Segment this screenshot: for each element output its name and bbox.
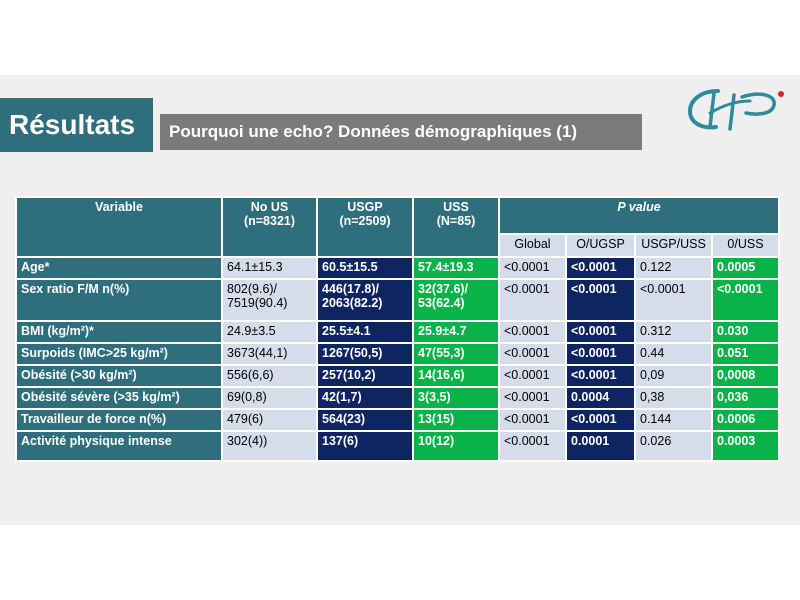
row-variable: Sex ratio F/M n(%) [16,279,222,321]
cell-o-uss: 0.0006 [712,409,779,431]
subheader-usgp-uss: USGP/USS [635,234,712,257]
header-variable: Variable [16,197,222,257]
table-row [16,343,779,365]
chp-logo-icon [680,85,790,135]
demographics-table [15,196,780,462]
row-variable: Surpoids (IMC>25 kg/m²) [16,343,222,365]
cell-usgp: 1267(50,5) [317,343,413,365]
row-variable: Obésité (>30 kg/m²) [16,365,222,387]
table-row [16,409,779,431]
cell-o-ugsp: <0.0001 [566,343,635,365]
slide-title: Résultats [0,98,153,152]
header-p-value: P value [499,197,779,234]
cell-o-ugsp: <0.0001 [566,279,635,321]
cell-uss: 25.9±4.7 [413,321,499,343]
header-usgp: USGP (n=2509) [317,197,413,257]
cell-usgp-uss: 0,38 [635,387,712,409]
cell-o-ugsp: 0.0001 [566,431,635,461]
cell-usgp: 25.5±4.1 [317,321,413,343]
cell-global: <0.0001 [499,279,566,321]
row-variable: BMI (kg/m²)* [16,321,222,343]
cell-o-ugsp: <0.0001 [566,409,635,431]
cell-o-uss: 0.0003 [712,431,779,461]
subheader-global: Global [499,234,566,257]
cell-global: <0.0001 [499,431,566,461]
cell-usgp-uss: <0.0001 [635,279,712,321]
cell-usgp-uss: 0.122 [635,257,712,279]
cell-o-uss: 0.051 [712,343,779,365]
cell-uss: 10(12) [413,431,499,461]
cell-global: <0.0001 [499,387,566,409]
cell-usgp-uss: 0.44 [635,343,712,365]
table-row [16,257,779,279]
cell-usgp: 257(10,2) [317,365,413,387]
cell-uss: 3(3,5) [413,387,499,409]
cell-no-us: 69(0,8) [222,387,317,409]
row-variable: Activité physique intense [16,431,222,461]
cell-uss: 14(16,6) [413,365,499,387]
cell-o-uss: 0,036 [712,387,779,409]
cell-no-us: 24.9±3.5 [222,321,317,343]
row-variable: Age* [16,257,222,279]
table-row [16,321,779,343]
row-variable: Travailleur de force n(%) [16,409,222,431]
cell-global: <0.0001 [499,257,566,279]
table-row [16,365,779,387]
cell-no-us: 802(9.6)/ 7519(90.4) [222,279,317,321]
header-uss: USS (N=85) [413,197,499,257]
subheader-o-uss: 0/USS [712,234,779,257]
cell-uss: 13(15) [413,409,499,431]
cell-usgp: 446(17.8)/ 2063(82.2) [317,279,413,321]
table-row [16,387,779,409]
cell-o-uss: 0,0008 [712,365,779,387]
cell-o-ugsp: 0.0004 [566,387,635,409]
cell-uss: 47(55,3) [413,343,499,365]
header-no-us: No US (n=8321) [222,197,317,257]
cell-global: <0.0001 [499,365,566,387]
cell-uss: 57.4±19.3 [413,257,499,279]
slide-subtitle: Pourquoi une echo? Données démographiques (1) [160,114,642,150]
cell-usgp: 42(1,7) [317,387,413,409]
cell-usgp-uss: 0,09 [635,365,712,387]
cell-global: <0.0001 [499,409,566,431]
table-row [16,279,779,321]
cell-o-ugsp: <0.0001 [566,365,635,387]
header-row [16,197,779,234]
cell-usgp-uss: 0.026 [635,431,712,461]
cell-o-uss: <0.0001 [712,279,779,321]
table-row [16,431,779,461]
cell-usgp: 60.5±15.5 [317,257,413,279]
cell-global: <0.0001 [499,321,566,343]
cell-o-ugsp: <0.0001 [566,321,635,343]
cell-usgp: 137(6) [317,431,413,461]
cell-no-us: 64.1±15.3 [222,257,317,279]
cell-no-us: 302(4)) [222,431,317,461]
cell-no-us: 479(6) [222,409,317,431]
cell-usgp-uss: 0.144 [635,409,712,431]
cell-o-uss: 0.0005 [712,257,779,279]
cell-o-ugsp: <0.0001 [566,257,635,279]
cell-no-us: 3673(44,1) [222,343,317,365]
cell-uss: 32(37.6)/ 53(62.4) [413,279,499,321]
subheader-o-ugsp: O/UGSP [566,234,635,257]
cell-global: <0.0001 [499,343,566,365]
cell-usgp-uss: 0.312 [635,321,712,343]
cell-no-us: 556(6,6) [222,365,317,387]
row-variable: Obésité sévère (>35 kg/m²) [16,387,222,409]
cell-usgp: 564(23) [317,409,413,431]
cell-o-uss: 0.030 [712,321,779,343]
